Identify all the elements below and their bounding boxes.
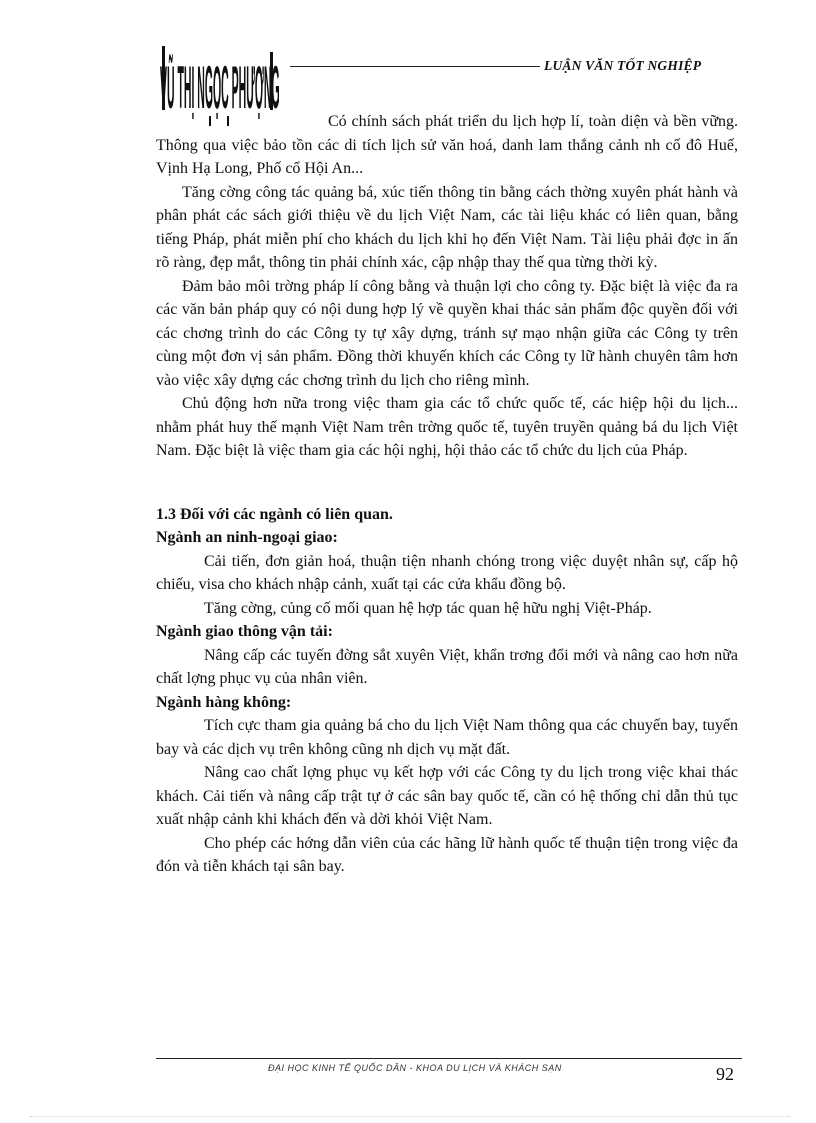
paragraph: Có chính sách phát triển du lịch hợp lí, toàn diện và bền vững. Thông qua việc bảo tồn các di tích lịch sử văn hoá, danh lam thắng cảnh nh cố đô Huế, Vịnh Hạ Long, Phố cổ Hội An... <box>156 113 738 177</box>
svg-text:VŨ THỊ NGỌC PHƯỢNG: VŨ THỊ NGỌC PHƯỢNG <box>160 54 338 122</box>
subheading-transport: Ngành giao thông vận tải: <box>156 623 333 640</box>
paragraph: Nâng cao chất lợng phục vụ kết hợp với các Công ty du lịch trong việc khai thác khách. Cải tiến và nâng cấp trật tự ở các sân bay quốc tế, cần có hệ thống chỉ dẫn thủ tục xuất nhập cảnh khi khách đến và dời khỏi Việt Nam. <box>156 764 738 828</box>
section-heading: 1.3 Đối với các ngành có liên quan. <box>156 505 393 523</box>
paragraph: Tăng cờng, củng cố mối quan hệ hợp tác quan hệ hữu nghị Việt-Pháp. <box>204 599 652 617</box>
footer-text: ĐẠI HỌC KINH TẾ QUỐC DÂN - KHOA DU LỊCH VÀ KHÁCH SẠN <box>268 1063 562 1073</box>
page-number: 92 <box>716 1064 734 1084</box>
paragraph: Cho phép các hớng dẫn viên của các hãng lữ hành quốc tế thuận tiện trong việc đa đón và tiễn khách tại sân bay. <box>156 834 738 875</box>
paragraph: Cải tiến, đơn giản hoá, thuận tiện nhanh chóng trong việc duyệt nhân sự, cấp hộ chiếu, visa cho khách nhập cảnh, xuất tại các cửa khẩu đồng bộ. <box>156 552 738 593</box>
page-edge <box>30 1116 790 1117</box>
footer-rule <box>156 1058 742 1059</box>
paragraph: Chủ động hơn nữa trong việc tham gia các tổ chức quốc tế, các hiệp hội du lịch... nhằm phát huy thế mạnh Việt Nam trên trờng quốc tế, tuyên truyền quảng bá du lịch Việt Nam. Đặc biệt là việc tham gia các hội nghị, hội thảo các tổ chức du lịch của Pháp. <box>156 395 738 459</box>
paragraph: Đảm bảo môi trờng pháp lí công bằng và thuận lợi cho công ty. Đặc biệt là việc đa ra các văn bản pháp quy có nội dung hợp lý về quyền khai thác sản phẩm độc quyền đối với các chơng trình do các Công ty tự xây dựng, tránh sự mạo nhận giữa các Công ty trên cùng một đơn vị sản phẩm. Đồng thời khuyến khích các Công ty lữ hành chuyên tâm hơn vào việc xây dựng các chơng trình du lịch cho riêng mình. <box>156 277 738 389</box>
page-content <box>156 110 738 879</box>
subheading-security: Ngành an ninh-ngoại giao: <box>156 529 338 546</box>
paragraph: Tăng cờng công tác quảng bá, xúc tiến thông tin bằng cách thờng xuyên phát hành và phân phát các sách giới thiệu về du lịch Việt Nam, các tài liệu khác có liên quan, bằng tiếng Pháp, phát miễn phí cho khách du lịch khi họ đến Việt Nam. Tài liệu phải đợc in ấn rõ ràng, đẹp mắt, thông tin phải chính xác, cập nhập thay thế qua từng thời kỳ. <box>156 183 738 271</box>
paragraph: Nâng cấp các tuyến đờng sắt xuyên Việt, khẩn trơng đổi mới và nâng cao hơn nữa chất lợng phục vụ của nhân viên. <box>156 646 738 687</box>
paragraph: Tích cực tham gia quảng bá cho du lịch Việt Nam thông qua các chuyến bay, tuyến bay và các dịch vụ trên không cũng nh dịch vụ mặt đất. <box>156 717 738 758</box>
subheading-aviation: Ngành hàng không: <box>156 693 292 711</box>
header-rule <box>290 66 540 67</box>
author-logo <box>160 42 338 122</box>
header-title: LUẬN VĂN TỐT NGHIỆP <box>544 58 702 73</box>
